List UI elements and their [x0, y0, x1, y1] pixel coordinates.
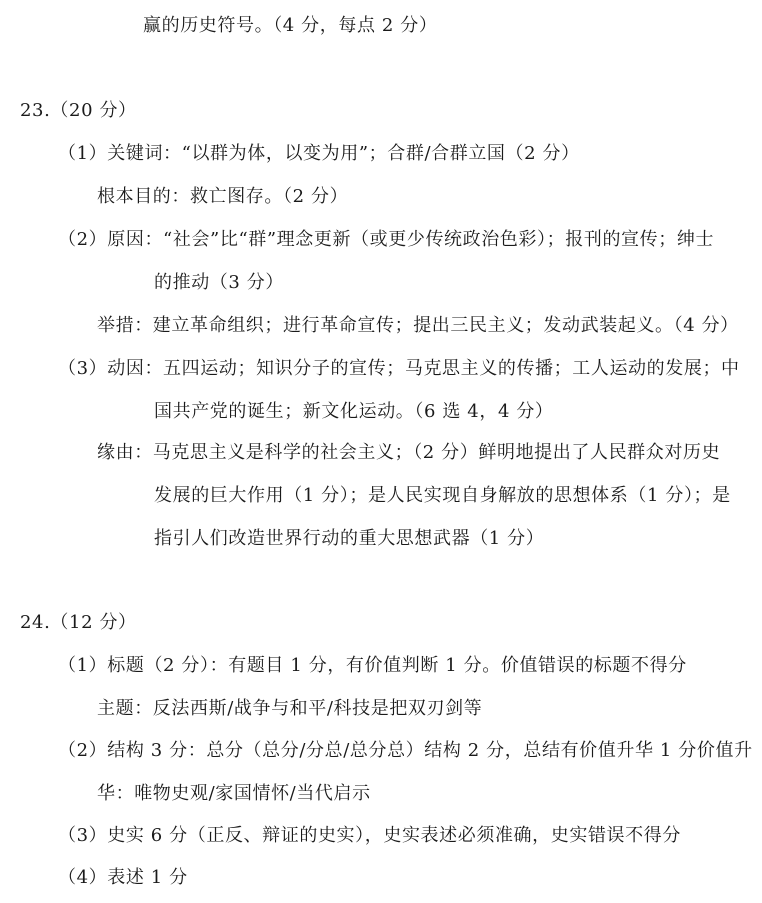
q24-heading: 24.（12 分）: [20, 612, 137, 633]
q24-part4-expression: （4）表述 1 分: [58, 867, 188, 888]
q23-part1-purpose: 根本目的：救亡图存。（2 分）: [97, 186, 349, 207]
q24-part3-facts: （3）史实 6 分（正反、辩证的史实），史实表述必须准确，史实错误不得分: [58, 825, 681, 846]
q22-score-note: 赢的历史符号。（4 分，每点 2 分）: [143, 15, 438, 36]
q24-part2-structure-cont: 华：唯物史观/家国情怀/当代启示: [97, 783, 371, 804]
q24-part1-title: （1）标题（2 分）：有题目 1 分，有价值判断 1 分。价值错误的标题不得分: [58, 655, 687, 676]
q23-part2-reasons: （2）原因：“社会”比“群”理念更新（或更少传统政治色彩）；报刊的宣传；绅士: [58, 229, 715, 250]
q23-part2-measures: 举措：建立革命组织；进行革命宣传；提出三民主义；发动武装起义。（4 分）: [97, 315, 739, 336]
q23-part3-causes-cont2: 指引人们改造世界行动的重大思想武器（1 分）: [154, 528, 545, 549]
q23-part3-causes-cont1: 发展的巨大作用（1 分）；是人民实现自身解放的思想体系（1 分）；是: [154, 485, 731, 506]
q23-part1-keywords: （1）关键词：“以群为体，以变为用”；合群/合群立国（2 分）: [58, 143, 580, 164]
q24-part1-theme: 主题：反法西斯/战争与和平/科技是把双刃剑等: [97, 698, 483, 719]
q23-part3-causes: 缘由：马克思主义是科学的社会主义；（2 分）鲜明地提出了人民群众对历史: [97, 442, 721, 463]
q23-part3-motives: （3）动因：五四运动；知识分子的宣传；马克思主义的传播；工人运动的发展；中: [58, 358, 740, 379]
q23-part2-reasons-cont: 的推动（3 分）: [154, 272, 284, 293]
q23-part3-motives-cont: 国共产党的诞生；新文化运动。（6 选 4，4 分）: [154, 401, 554, 422]
q23-heading: 23.（20 分）: [20, 100, 137, 121]
q24-part2-structure: （2）结构 3 分：总分（总分/分总/总分总）结构 2 分，总结有价值升华 1 分价值升: [58, 740, 753, 761]
